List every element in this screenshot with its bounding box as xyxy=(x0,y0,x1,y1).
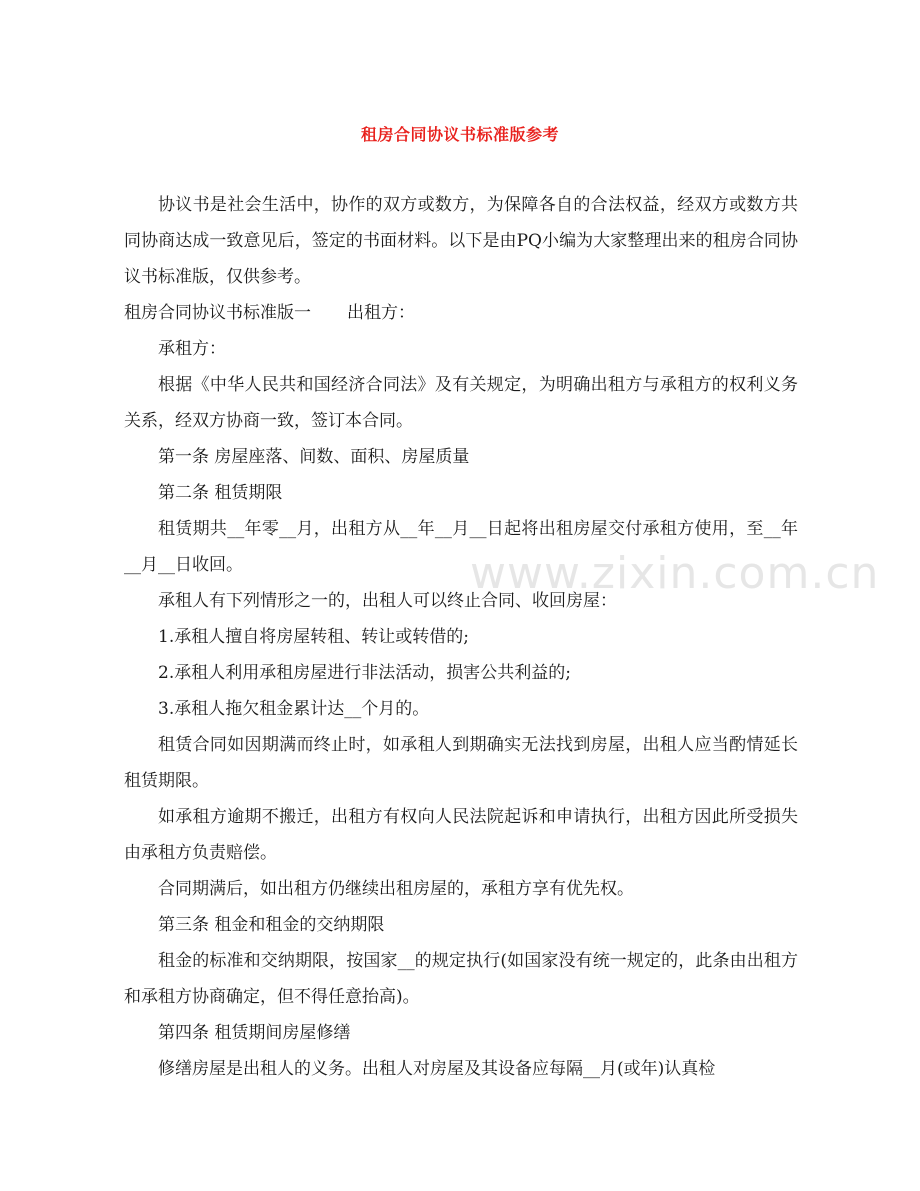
paragraph: 根据《中华人民共和国经济合同法》及有关规定，为明确出租方与承租方的权利义务关系，经双方协商一致，签订本合同。 xyxy=(124,375,798,431)
paragraph: 如承租方逾期不搬迁，出租方有权向人民法院起诉和申请执行，出租方因此所受损失由承租方负责赔偿。 xyxy=(124,807,798,863)
lessee-label: 承租方： xyxy=(158,339,226,359)
watermark-text: www.zixin.com.cn xyxy=(470,548,880,599)
paragraph: 承租人有下列情形之一的，出租人可以终止合同、收回房屋： xyxy=(158,591,617,611)
paragraph: 租赁期共__年零__月，出租方从__年__月__日起将出租房屋交付承租方使用，至__年__月__日收回。 xyxy=(124,519,798,575)
document-title: 租房合同协议书标准版参考 xyxy=(360,125,559,144)
list-item: 3.承租人拖欠租金累计达__个月的。 xyxy=(158,699,430,719)
article-heading: 第二条 租赁期限 xyxy=(158,483,283,503)
lessor-label: 出租方： xyxy=(347,303,415,323)
list-item: 1.承租人擅自将房屋转租、转让或转借的; xyxy=(158,627,469,647)
article-heading: 第四条 租赁期间房屋修缮 xyxy=(158,1023,351,1043)
intro-paragraph: 协议书是社会生活中，协作的双方或数方，为保障各自的合法权益，经双方或数方共同协商达成一致意见后，签定的书面材料。以下是由PQ小编为大家整理出来的租房合同协议书标准版，仅供参考。 xyxy=(124,195,798,287)
section-heading: 租房合同协议书标准版一 xyxy=(124,303,311,323)
article-heading: 第三条 租金和租金的交纳期限 xyxy=(158,915,385,935)
section-heading-line xyxy=(124,295,798,331)
paragraph: 租赁合同如因期满而终止时，如承租人到期确实无法找到房屋，出租人应当酌情延长租赁期限。 xyxy=(124,735,798,791)
document-body xyxy=(124,187,798,1087)
paragraph: 合同期满后，如出租方仍继续出租房屋的，承租方享有优先权。 xyxy=(158,879,634,899)
list-item: 2.承租人利用承租房屋进行非法活动，损害公共利益的; xyxy=(158,663,571,683)
paragraph: 租金的标准和交纳期限，按国家__的规定执行(如国家没有统一规定的，此条由出租方和承租方协商确定，但不得任意抬高)。 xyxy=(124,951,798,1007)
article-heading: 第一条 房屋座落、间数、面积、房屋质量 xyxy=(158,447,470,467)
paragraph: 修缮房屋是出租人的义务。出租人对房屋及其设备应每隔__月(或年)认真检 xyxy=(158,1059,716,1079)
